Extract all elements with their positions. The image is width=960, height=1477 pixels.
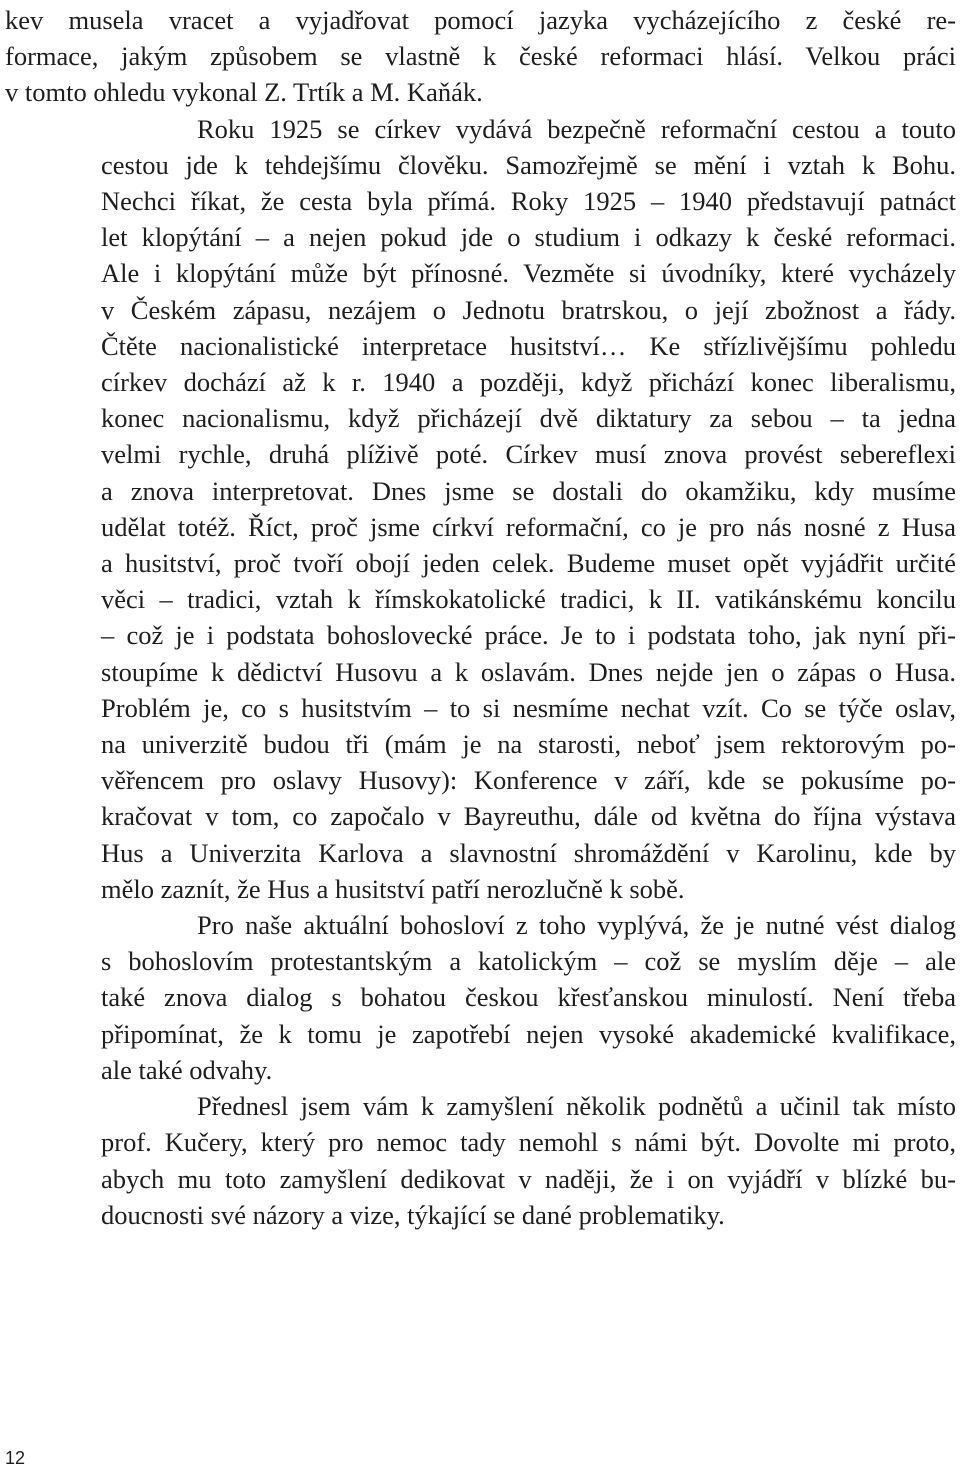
text-line: Ale i klopýtání může být přínosné. Vezměte si úvodníky, které vycházely: [101, 258, 956, 289]
text-line: prof. Kučery, který pro nemoc tady nemohl s námi být. Dovolte mi proto,: [101, 1127, 956, 1158]
text-line: let klopýtání – a nejen pokud jde o studium i odkazy k české reformaci.: [101, 222, 956, 253]
text-line: věci – tradici, vztah k římskokatolické tradici, k II. vatikánskému koncilu: [101, 584, 956, 615]
text-line: Roku 1925 se církev vydává bezpečně reformační cestou a touto: [197, 113, 956, 144]
text-line: kev musela vracet a vyjadřovat pomocí jazyka vycházejícího z české re-: [5, 5, 956, 35]
text-line: stoupíme k dědictví Husovu a k oslavám. Dnes nejde jen o zápas o Husa.: [101, 656, 956, 687]
text-line: připomínat, že k tomu je zapotřebí nejen vysoké akademické kvalifikace,: [101, 1018, 956, 1049]
text-line: kračovat v tom, co započalo v Bayreuthu, dále od května do října výstava: [101, 801, 956, 832]
text-line: Problém je, co s husitstvím – to si nesmíme nechat vzít. Co se týče oslav,: [101, 692, 956, 723]
text-line: Přednesl jsem vám k zamyšlení několik podnětů a učinil tak místo: [197, 1091, 956, 1122]
paragraph: [5, 1088, 956, 1233]
body-text: [5, 2, 956, 1233]
text-line: Pro naše aktuální bohosloví z toho vyplývá, že je nutné vést dialog: [197, 910, 956, 941]
text-line: Nechci říkat, že cesta byla přímá. Roky 1925 – 1940 představují patnáct: [101, 186, 956, 217]
text-line: udělat totéž. Říct, proč jsme církví reformační, co je pro nás nosné z Husa: [101, 511, 956, 542]
text-line: konec nacionalismu, když přicházejí dvě diktatury za sebou – ta jedna: [101, 403, 956, 434]
page-number: 12: [5, 1448, 26, 1468]
text-line: také znova dialog s bohatou českou křesťanskou minulostí. Není třeba: [101, 982, 956, 1013]
text-line: církev dochází až k r. 1940 a později, když přichází konec liberalismu,: [101, 367, 956, 398]
text-line: Čtěte nacionalistické interpretace husitství… Ke střízlivějšímu pohledu: [101, 330, 956, 361]
text-line: – což je i podstata bohoslovecké práce. Je to i podstata toho, jak nyní při-: [101, 620, 956, 651]
paragraph: [5, 2, 956, 111]
text-line: ale také odvahy.: [101, 1054, 273, 1085]
paragraph: [5, 111, 956, 907]
text-line: cestou jde k tehdejšímu člověku. Samozřejmě se mění i vztah k Bohu.: [101, 149, 956, 180]
text-line: a znova interpretovat. Dnes jsme se dostali do okamžiku, kdy musíme: [101, 475, 956, 506]
text-line: v tomto ohledu vykonal Z. Trtík a M. Kaňák.: [5, 77, 483, 108]
text-line: na univerzitě budou tři (mám je na starosti, neboť jsem rektorovým po-: [101, 729, 956, 760]
text-line: a husitství, proč tvoří obojí jeden celek. Budeme muset opět vyjádřit určité: [101, 548, 956, 579]
text-line: doucnosti své názory a vize, týkající se dané problematiky.: [101, 1199, 725, 1230]
text-line: Hus a Univerzita Karlova a slavnostní shromáždění v Karolinu, kde by: [101, 837, 956, 868]
text-line: abych mu toto zamyšlení dedikovat v naději, že i on vyjádří v blízké bu-: [101, 1163, 956, 1194]
text-line: s bohoslovím protestantským a katolickým – což se myslím děje – ale: [101, 946, 956, 977]
text-line: mělo zaznít, že Hus a husitství patří nerozlučně k sobě.: [101, 873, 685, 904]
text-line: věřencem pro oslavy Husovy): Konference v září, kde se pokusíme po-: [101, 765, 956, 796]
text-line: formace, jakým způsobem se vlastně k české reformaci hlásí. Velkou práci: [5, 41, 956, 72]
text-line: velmi rychle, druhá plíživě poté. Církev musí znova provést sebereflexi: [101, 439, 956, 470]
text-line: v Českém zápasu, nezájem o Jednotu bratrskou, o její zbožnost a řády.: [101, 294, 956, 325]
paragraph: [5, 907, 956, 1088]
